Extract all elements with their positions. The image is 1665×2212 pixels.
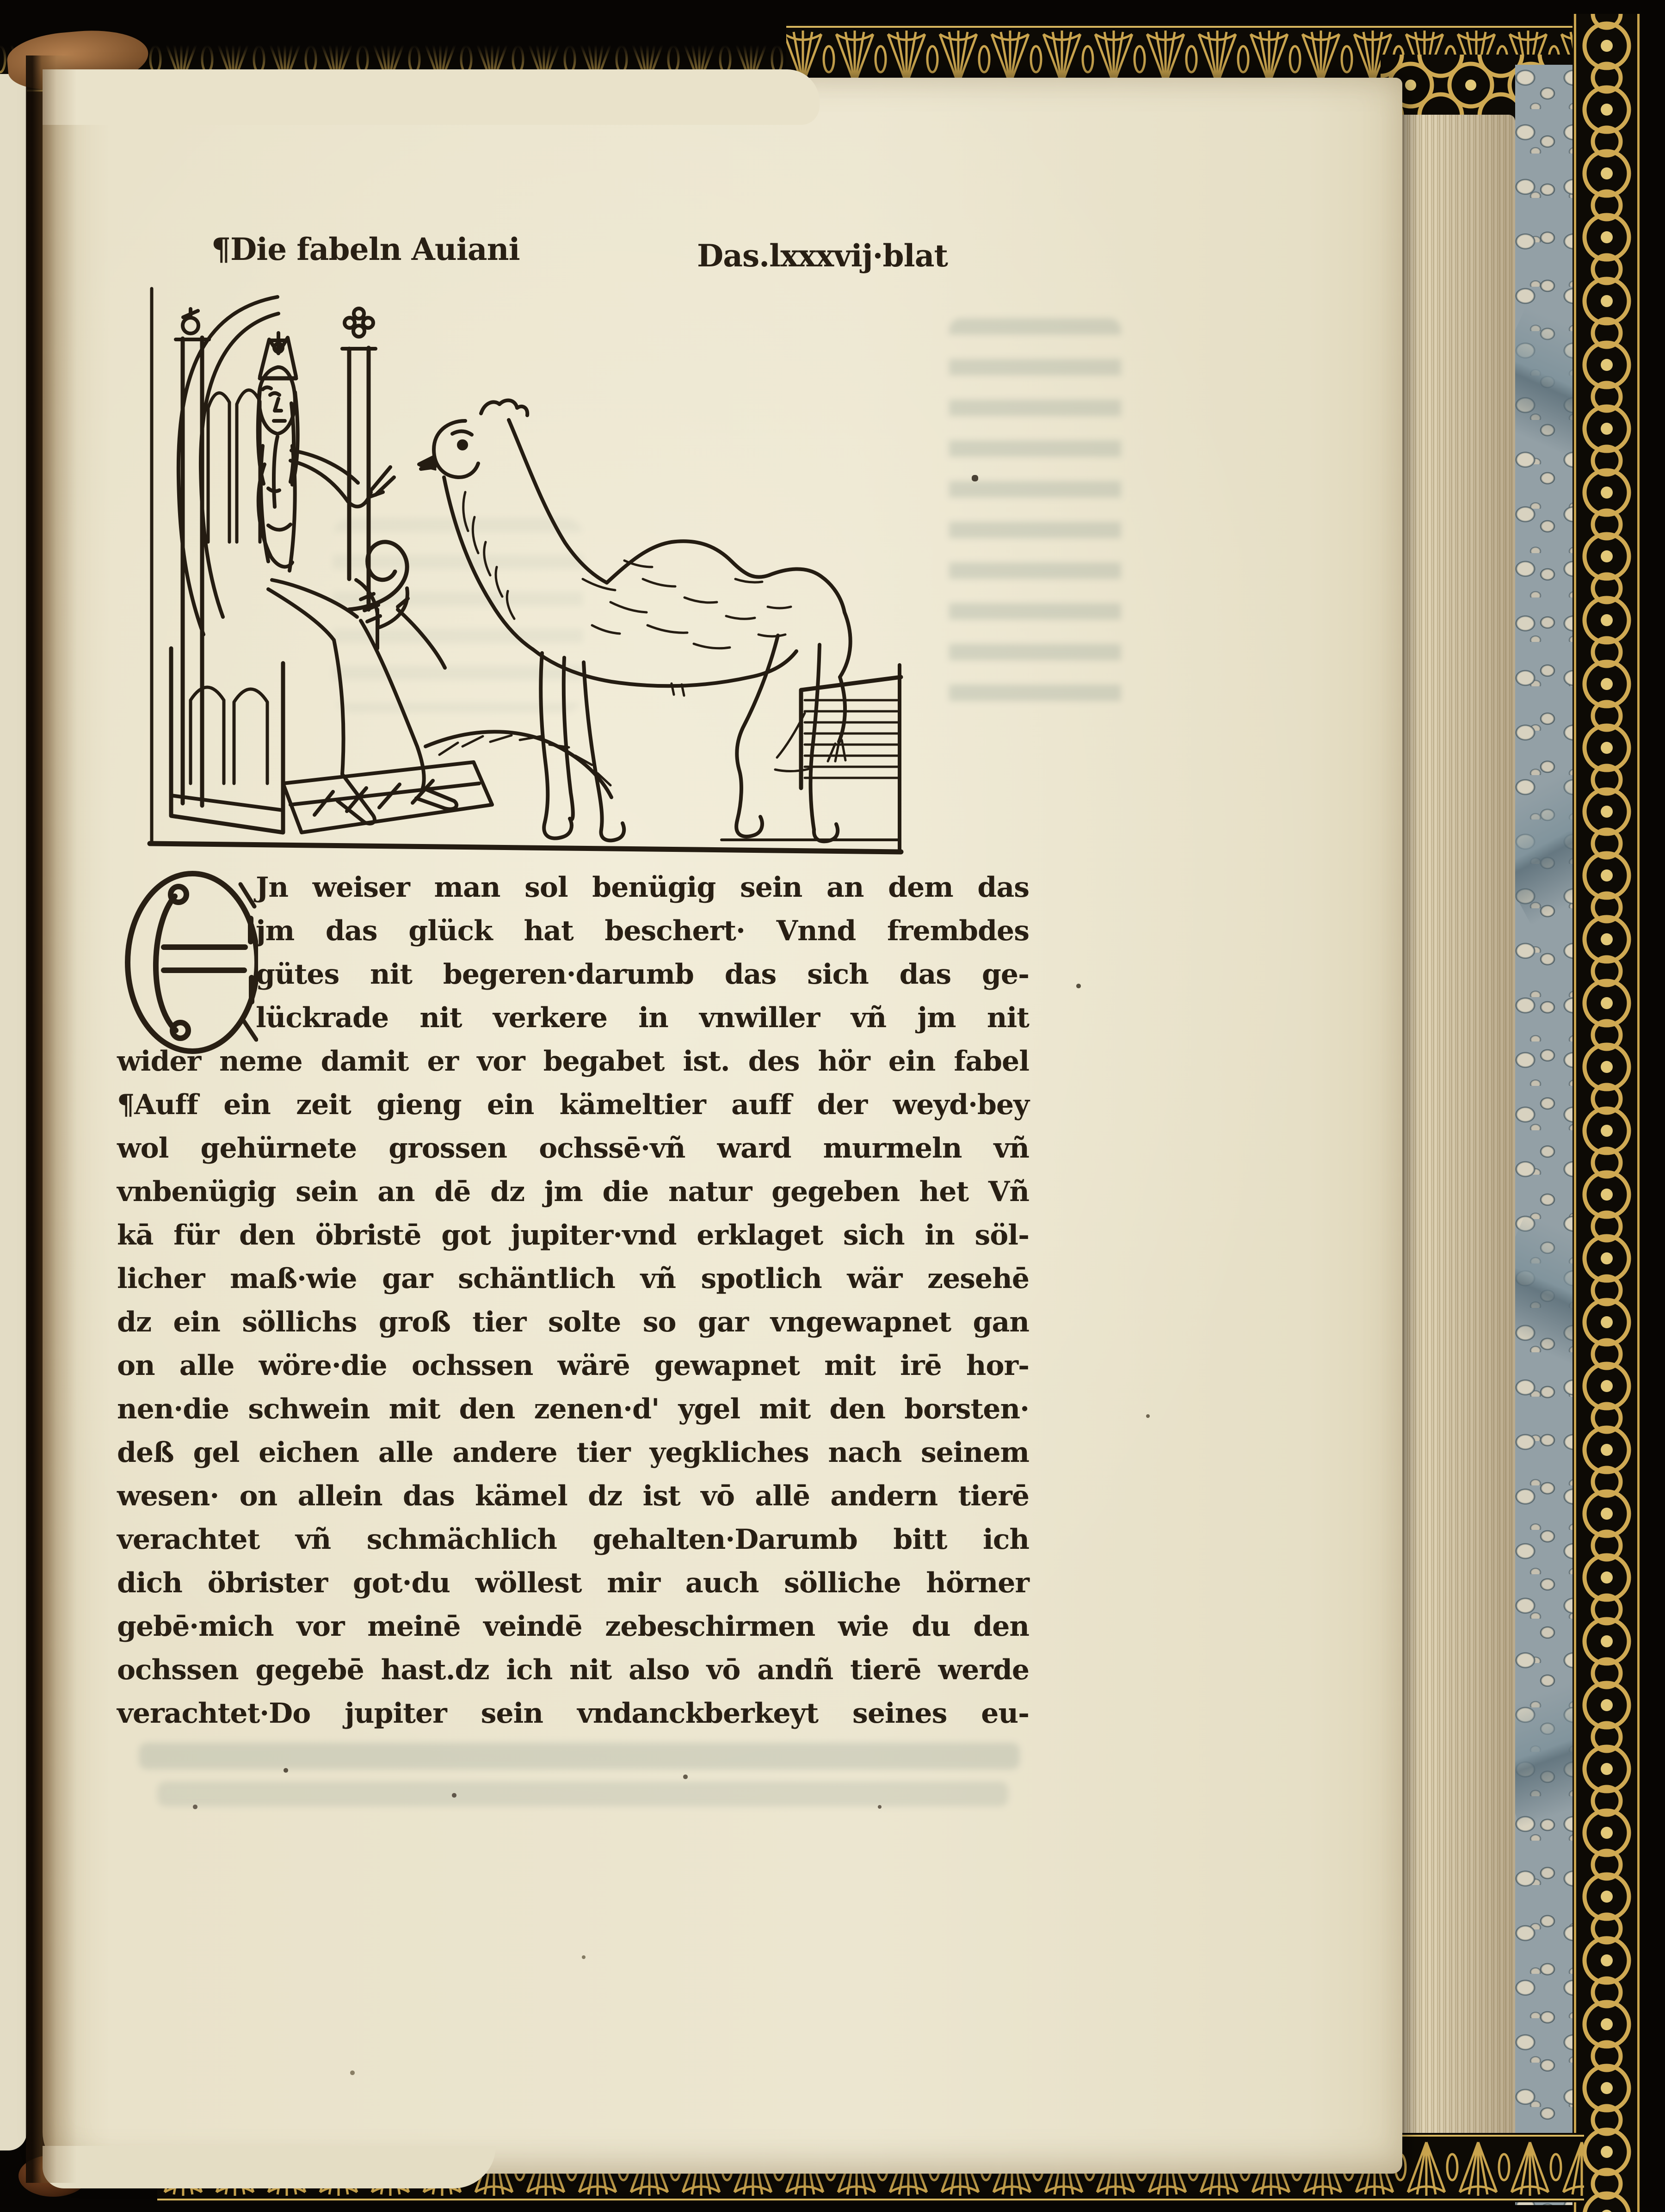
text-line: verachtet vñ schmächlich gehalten·Darumb bitt ich xyxy=(117,1523,1029,1556)
gutter-shadow xyxy=(26,55,77,2183)
text-line: verachtet·Do jupiter sein vndanckberkeyt seines eu- xyxy=(117,1697,1029,1730)
page-bottom-edge xyxy=(43,2146,496,2188)
king-jupiter xyxy=(258,333,456,824)
ink-specks xyxy=(0,0,2,2)
text-line: Jn weiser man sol benügig sein an dem das xyxy=(256,871,1029,904)
text-line: nen·die schwein mit den zenen·d' ygel mit den borsten· xyxy=(117,1393,1029,1425)
page-header xyxy=(43,231,1402,282)
text-line: ¶Auff ein zeit gieng ein kämeltier auff der weyd·bey xyxy=(117,1089,1029,1121)
woodcut-jupiter-and-camel xyxy=(139,283,925,861)
camel xyxy=(419,401,851,842)
text-line: wesen· on allein das kämel dz ist vō allē andern tierē xyxy=(117,1480,1029,1512)
text-line: wider neme damit er vor begabet ist. des hör ein fabel xyxy=(117,1045,1029,1078)
text-line: gütes nit begeren·darumb das sich das ge- xyxy=(256,958,1029,991)
folio-number: Das.lxxxvij·blat xyxy=(697,238,948,274)
page-stack-fore-edge xyxy=(1396,115,1515,2182)
chapter-title: ¶Die fabeln Auiani xyxy=(211,231,520,267)
text-line: kā für den öbristē got jupiter·vnd erklaget sich in söl- xyxy=(117,1219,1029,1251)
show-through-verso-text xyxy=(157,1781,1008,1806)
text-line: wol gehürnete grossen ochssē·vñ ward murmeln vñ xyxy=(117,1132,1029,1165)
marbled-endpaper-edge xyxy=(1515,65,1572,2205)
text-line: lückrade nit verkere in vnwiller vñ jm nit xyxy=(256,1002,1029,1034)
page-top-edge xyxy=(43,69,820,125)
gilt-fore-edge-border xyxy=(1572,14,1641,2212)
text-line: ochssen gegebē hast.dz ich nit also vō andñ tierē werde xyxy=(117,1654,1029,1686)
text-line: deß gel eichen alle andere tier yegkliches nach seinem xyxy=(117,1436,1029,1469)
text-line: vnbenügig sein an dē dz jm die natur gegeben het Vñ xyxy=(117,1176,1029,1208)
text-line: gebē·mich vor meinē veindē zebeschirmen wie du den xyxy=(117,1610,1029,1643)
text-line: jm das glück hat beschert· Vnnd frembdes xyxy=(256,915,1029,947)
show-through-verso-text xyxy=(949,318,1121,720)
text-line: dich öbrister got·du wöllest mir auch sölliche hörner xyxy=(117,1567,1029,1599)
facing-page-sliver xyxy=(0,74,27,2150)
text-line: dz ein söllichs groß tier solte so gar vngewapnet gan xyxy=(117,1306,1029,1338)
fable-text-block xyxy=(117,866,1029,1735)
text-line: licher maß·wie gar schäntlich vñ spotlich wär zesehē xyxy=(117,1263,1029,1295)
show-through-verso-text xyxy=(139,1743,1020,1769)
text-line: on alle wöre·die ochssen wärē gewapnet mit irē hor- xyxy=(117,1349,1029,1382)
